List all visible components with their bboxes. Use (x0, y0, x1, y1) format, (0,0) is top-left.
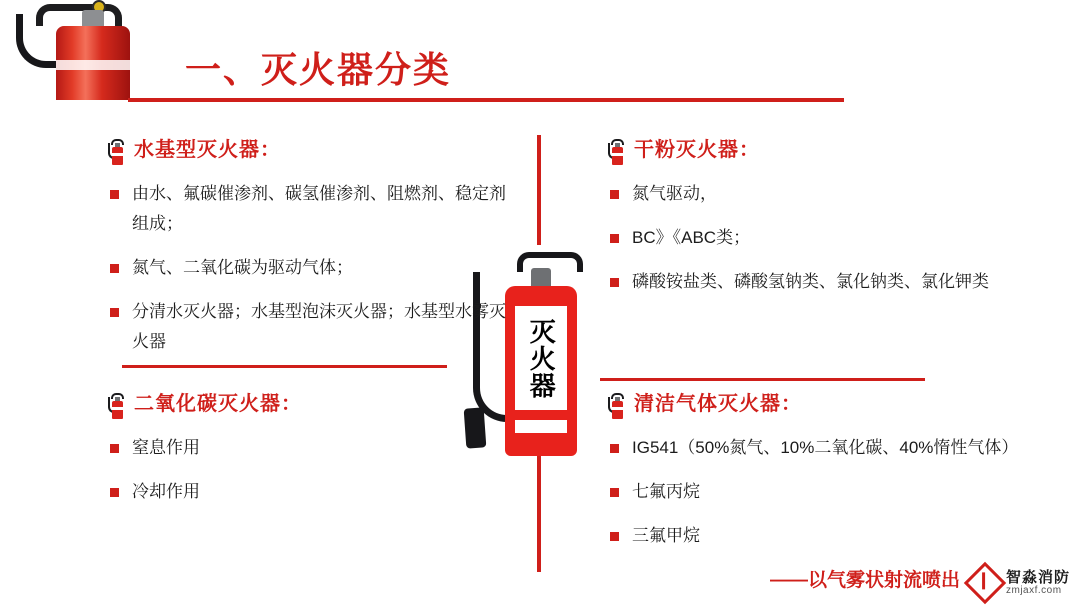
section-water-based-heading (108, 138, 508, 165)
list-item: 冷却作用 (108, 477, 508, 507)
extinguisher-stripe-icon (515, 420, 567, 433)
brand-logo (970, 568, 1070, 598)
list-item: 由水、氟碳催渗剂、碳氢催渗剂、阻燃剂、稳定剂组成； (108, 179, 508, 239)
section-clean-agent-list (608, 433, 1018, 551)
fire-extinguisher-bullet-icon (608, 393, 626, 419)
section-clean-agent (608, 392, 1018, 565)
list-item: 三氟甲烷 (608, 521, 1018, 551)
title-bar (0, 0, 1080, 110)
section-water-based (108, 138, 508, 371)
list-item: 七氟丙烷 (608, 477, 1018, 507)
section-water-based-list (108, 179, 508, 357)
list-item: 磷酸铵盐类、磷酸氢钠类、氯化钠类、氯化钾类 (608, 267, 1008, 297)
section-dry-powder (608, 138, 1008, 311)
page-title: 一、灭火器分类 (185, 49, 452, 90)
divider-right (600, 378, 925, 381)
center-divider-top (537, 135, 541, 245)
list-item: 氮气、二氧化碳为驱动气体； (108, 253, 508, 283)
logo-mark-icon (964, 562, 1006, 604)
list-item: 窒息作用 (108, 433, 508, 463)
extinguisher-photo (10, 0, 175, 100)
extinguisher-label (515, 306, 567, 410)
logo-url: zmjaxf.com (1005, 584, 1062, 596)
fire-extinguisher-bullet-icon (108, 139, 126, 165)
section-heading-text: 干粉灭火器： (634, 139, 760, 161)
photo-handle-icon (36, 4, 122, 26)
photo-band-icon (56, 60, 130, 70)
footnote: ——以气雾状射流喷出 (769, 570, 960, 591)
list-item: BC》《ABC类； (608, 223, 1008, 253)
section-dry-powder-heading (608, 138, 1008, 165)
list-item: 分清水灭火器；水基型泡沫灭火器；水基型水雾灭火器 (108, 297, 508, 357)
list-item: IG541（50%氮气、10%二氧化碳、40%惰性气体） (608, 433, 1018, 463)
center-divider-bottom (537, 452, 541, 572)
section-heading-text: 清洁气体灭火器： (634, 393, 802, 415)
fire-extinguisher-bullet-icon (608, 139, 626, 165)
logo-name: 智淼消防 (1005, 568, 1070, 586)
list-item: 氮气驱动， (608, 179, 1008, 209)
extinguisher-label-text: 灭火器 (526, 317, 557, 399)
fire-extinguisher-bullet-icon (108, 393, 126, 419)
title-underline (128, 98, 844, 102)
section-heading-text: 二氧化碳灭火器： (134, 393, 302, 415)
divider-left (122, 365, 447, 368)
section-clean-agent-heading (608, 392, 1018, 419)
section-dry-powder-list (608, 179, 1008, 297)
section-carbon-dioxide-list (108, 433, 508, 507)
section-carbon-dioxide-heading (108, 392, 508, 419)
section-heading-text: 水基型灭火器： (134, 139, 281, 161)
section-carbon-dioxide (108, 392, 508, 521)
